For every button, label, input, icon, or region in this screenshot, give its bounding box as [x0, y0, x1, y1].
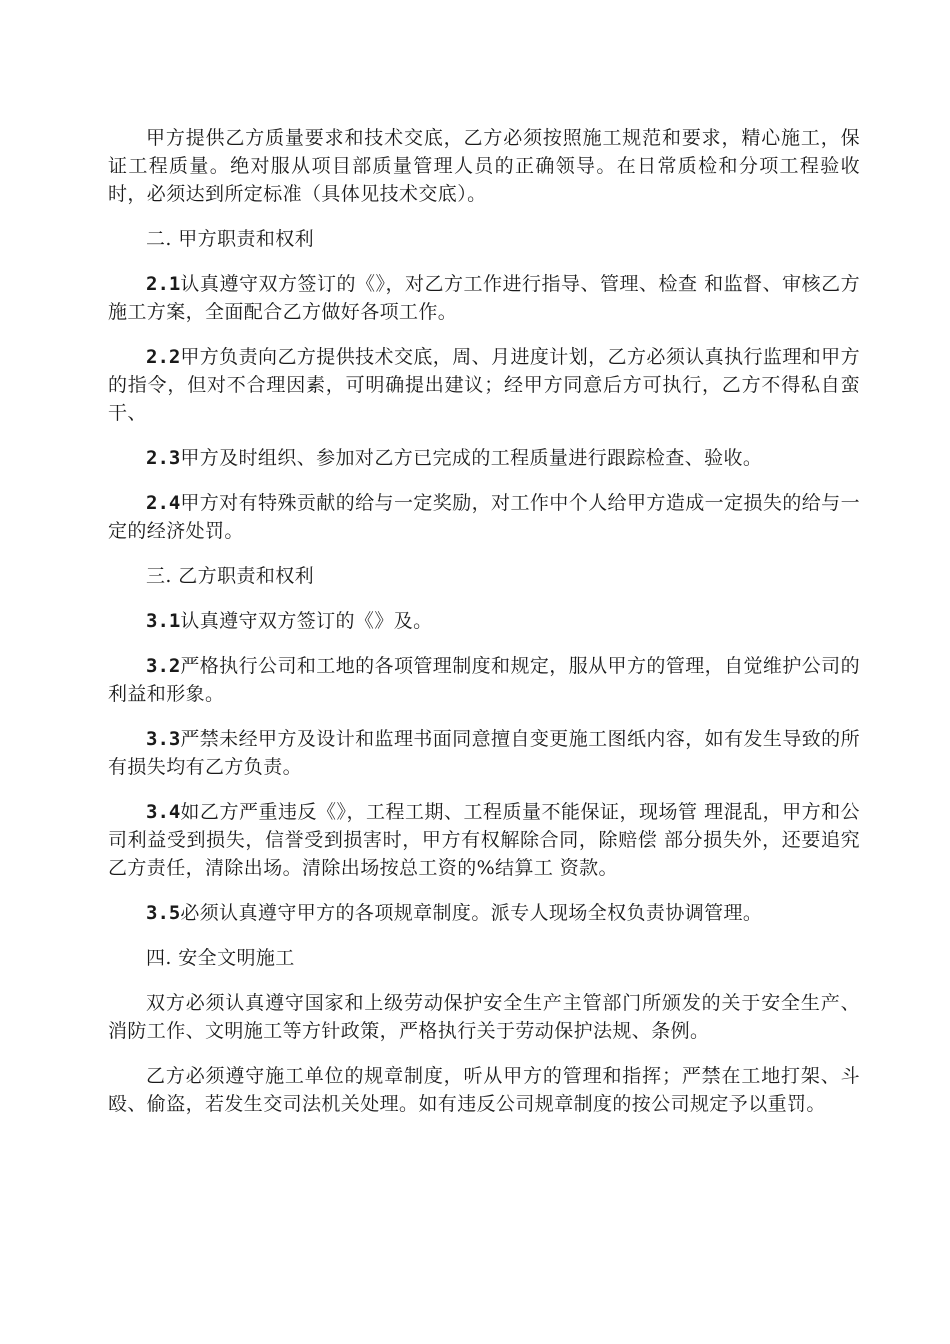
paragraph-text: 乙方必须遵守施工单位的规章制度，听从甲方的管理和指挥；严禁在工地打架、斗殴、偷盗，若发生交司法机关处理。如有违反公司规章制度的按公司规定予以重罚。: [108, 1065, 860, 1115]
clause-number: 2.4: [146, 492, 181, 514]
section-heading-2: [108, 225, 860, 253]
clause-number: 3.4: [146, 801, 181, 823]
clause-number: 2.1: [146, 273, 181, 295]
clause-number: 3.1: [146, 610, 181, 632]
heading-text: 四. 安全文明施工: [146, 947, 295, 969]
clause-2-1: [108, 270, 860, 326]
clause-3-1: [108, 607, 860, 635]
clause-text: 必须认真遵守甲方的各项规章制度。派专人现场全权负责协调管理。: [180, 902, 763, 924]
clause-number: 3.2: [146, 655, 181, 677]
clause-text: 甲方对有特殊贡献的给与一定奖励，对工作中个人给甲方造成一定损失的给与一定的经济处罚。: [108, 492, 860, 542]
clause-text: 如乙方严重违反《》，工程工期、工程质量不能保证，现场管 理混乱，甲方和公司利益受到损失，信誉受到损害时，甲方有权解除合同，除赔偿 部分损失外，还要追究乙方责任，清除出场。清除出场按总工资的%结算工 资款。: [108, 801, 860, 879]
clause-number: 2.2: [146, 346, 181, 368]
clause-text: 认真遵守双方签订的《》及。: [180, 610, 433, 632]
clause-2-3: [108, 444, 860, 472]
paragraph-safety-1: [108, 989, 860, 1045]
section-heading-4: [108, 944, 860, 972]
section-heading-3: [108, 562, 860, 590]
clause-number: 3.5: [146, 902, 181, 924]
paragraph-safety-2: [108, 1062, 860, 1118]
clause-2-2: [108, 343, 860, 427]
clause-text: 严禁未经甲方及设计和监理书面同意擅自变更施工图纸内容，如有发生导致的所有损失均有乙方负责。: [108, 728, 860, 778]
heading-text: 二. 甲方职责和权利: [146, 228, 315, 250]
clause-number: 2.3: [146, 447, 181, 469]
clause-text: 严格执行公司和工地的各项管理制度和规定，服从甲方的管理，自觉维护公司的利益和形象。: [108, 655, 860, 705]
clause-3-5: [108, 899, 860, 927]
document-page: [108, 124, 860, 1135]
clause-3-4: [108, 798, 860, 882]
clause-number: 3.3: [146, 728, 181, 750]
clause-2-4: [108, 489, 860, 545]
paragraph-text: 双方必须认真遵守国家和上级劳动保护安全生产主管部门所颁发的关于安全生产、消防工作、文明施工等方针政策，严格执行关于劳动保护法规、条例。: [108, 992, 860, 1042]
clause-3-2: [108, 652, 860, 708]
clause-text: 甲方及时组织、参加对乙方已完成的工程质量进行跟踪检查、验收。: [180, 447, 763, 469]
clause-3-3: [108, 725, 860, 781]
clause-text: 认真遵守双方签订的《》，对乙方工作进行指导、管理、检查 和监督、审核乙方施工方案，全面配合乙方做好各项工作。: [108, 273, 860, 323]
clause-text: 甲方负责向乙方提供技术交底，周、月进度计划，乙方必须认真执行监理和甲方的指令，但对不合理因素，可明确提出建议；经甲方同意后方可执行，乙方不得私自蛮干、: [108, 346, 860, 424]
heading-text: 三. 乙方职责和权利: [146, 565, 315, 587]
paragraph-intro: [108, 124, 860, 208]
paragraph-text: 甲方提供乙方质量要求和技术交底，乙方必须按照施工规范和要求，精心施工，保证工程质量。绝对服从项目部质量管理人员的正确领导。在日常质检和分项工程验收时，必须达到所定标准（具体见技术交底）。: [108, 127, 860, 205]
